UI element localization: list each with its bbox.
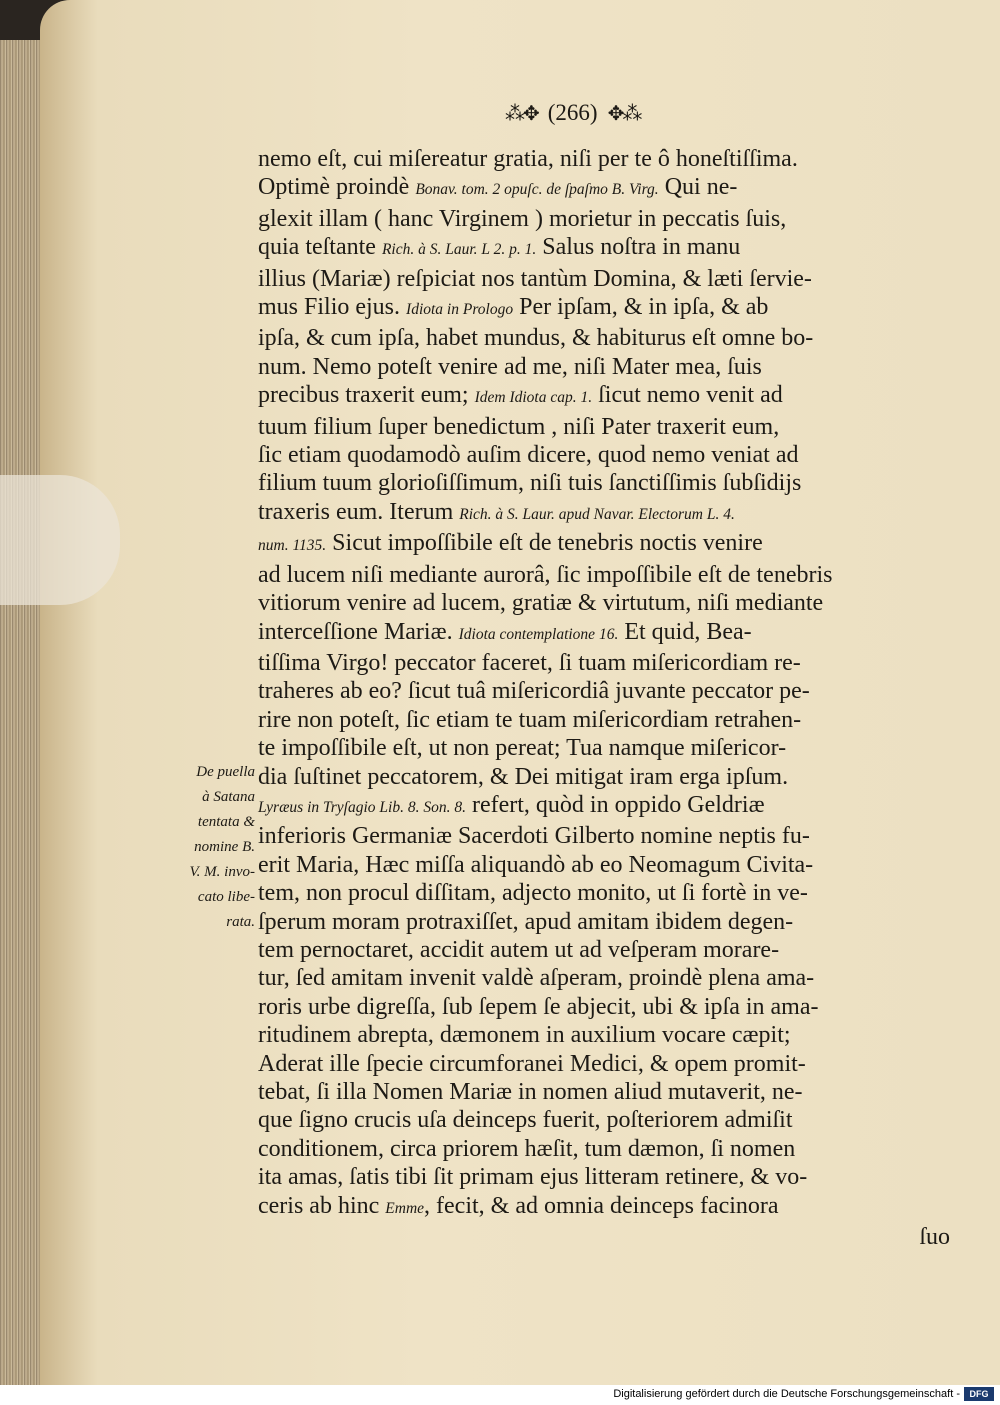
text-segment: ceris ab hinc	[258, 1192, 386, 1219]
text-segment: filium tuum glorioſiſſimum, niſi tuis ſanctiſſimis ſubſidijs	[258, 470, 802, 497]
text-segment: tur, ſed amitam invenit valdè aſperam, proindè plena ama-	[258, 965, 815, 992]
text-segment: Salus noſtra in manu	[536, 234, 741, 261]
text-line	[258, 441, 950, 469]
margin-note-line: à Satana	[202, 789, 255, 805]
text-line	[258, 964, 950, 992]
text-segment: , fecit, & ad omnia deinceps facinora	[424, 1192, 779, 1219]
text-segment: erit Maria, Hæc miſſa aliquandò ab eo Neomagum Civita-	[258, 851, 814, 878]
text-line	[258, 1223, 950, 1251]
text-line	[258, 324, 950, 352]
text-segment: ſperum moram protraxiſſet, apud amitam ibidem degen-	[258, 908, 794, 935]
page-clip	[0, 475, 120, 605]
text-line	[258, 706, 950, 734]
text-line	[258, 1163, 950, 1191]
text-segment: ita amas, ſatis tibi ſit primam ejus litteram retinere, & vo-	[258, 1164, 808, 1191]
citation: Rich. à S. Laur. L 2. p. 1.	[381, 241, 537, 259]
margin-note-line: V. M. invo-	[189, 864, 255, 880]
text-line	[258, 469, 950, 497]
text-segment: te impoſſibile eſt, ut non pereat; Tua namque miſericor-	[258, 735, 787, 762]
text-segment: nemo eſt, cui miſereatur gratia, niſi per te ô honeſtiſſima.	[258, 146, 798, 172]
text-line	[258, 1021, 950, 1049]
text-segment: refert, quòd in oppido Geldriæ	[465, 791, 765, 818]
text-line	[258, 205, 950, 233]
text-segment: Optimè proindè	[258, 174, 416, 201]
text-segment: traheres ab eo? ſicut tuâ miſericordiâ juvante peccator pe-	[258, 678, 810, 705]
text-line	[258, 618, 950, 649]
ornament-right-icon: ✥⁂	[607, 102, 641, 125]
text-segment: inferioris Germaniæ Sacerdoti Gilberto nomine neptis fu-	[258, 823, 810, 850]
text-line	[258, 1078, 950, 1106]
text-line	[258, 529, 950, 560]
dfg-logo: DFG	[964, 1387, 994, 1401]
text-line	[258, 145, 950, 173]
margin-note	[145, 760, 255, 935]
text-segment: Et quid, Bea-	[618, 618, 752, 645]
citation: Idiota in Prologo	[406, 301, 514, 319]
text-line	[258, 589, 950, 617]
footer	[0, 1385, 1000, 1405]
margin-note-line: De puella	[196, 764, 255, 780]
margin-note-line: cato libe-	[197, 889, 255, 905]
text-line	[258, 1135, 950, 1163]
citation: Rich. à S. Laur. apud Navar. Electorum L. 4.	[459, 505, 735, 523]
margin-note-line: tentata &	[197, 814, 255, 830]
text-segment: Aderat ille ſpecie circumforanei Medici, & opem promit-	[258, 1050, 806, 1077]
text-segment: tuum filium ſuper benedictum , niſi Pater traxerit eum,	[258, 413, 780, 440]
text-line	[258, 561, 950, 589]
text-segment: ſicut nemo venit ad	[592, 382, 783, 409]
text-segment: interceſſione Mariæ.	[258, 618, 459, 645]
citation: Lyræus in Tryſagio Lib. 8. Son. 8.	[258, 798, 466, 816]
text-segment: que ſigno crucis uſa deinceps fuerit, poſteriorem admiſit	[258, 1107, 793, 1134]
text-segment: num. Nemo poteſt venire ad me, niſi Mater mea, ſuis	[258, 353, 762, 380]
text-line	[258, 734, 950, 762]
text-line	[258, 822, 950, 850]
page-header	[505, 100, 640, 126]
text-line	[258, 993, 950, 1021]
text-line	[258, 1192, 950, 1223]
text-segment: illius (Mariæ) reſpiciat nos tantùm Domina, & læti ſervie-	[258, 265, 812, 292]
text-line	[258, 1050, 950, 1078]
text-segment: rire non poteſt, ſic etiam te tuam miſericordiam retrahen-	[258, 706, 802, 733]
text-segment: dia ſuſtinet peccatorem, & Dei mitigat iram erga ipſum.	[258, 763, 789, 790]
text-segment: vitiorum venire ad lucem, gratiæ & virtutum, niſi mediante	[258, 590, 824, 617]
citation: Emme	[385, 1199, 425, 1217]
text-segment: traxeris eum. Iterum	[258, 498, 460, 525]
text-line	[258, 908, 950, 936]
text-line	[258, 233, 950, 264]
text-line	[258, 353, 950, 381]
body-text	[258, 145, 950, 1251]
text-segment: roris urbe digreſſa, ſub ſepem ſe abjecit, ubi & ipſa in ama-	[258, 993, 819, 1020]
text-segment: precibus traxerit eum;	[258, 382, 475, 409]
margin-note-line: nomine B.	[194, 839, 255, 855]
text-line	[258, 763, 950, 791]
text-segment: ſic etiam quodamodò auſim dicere, quod nemo veniat ad	[258, 442, 799, 469]
citation: Idiota contemplatione 16.	[458, 625, 619, 643]
text-line	[258, 1106, 950, 1134]
text-line	[258, 381, 950, 412]
text-segment: quia teſtante	[258, 234, 382, 261]
text-segment: Qui ne-	[658, 174, 738, 201]
text-segment: ad lucem niſi mediante aurorâ, ſic impoſſibile eſt de tenebris	[258, 561, 833, 588]
text-segment: ipſa, & cum ipſa, habet mundus, & habiturus eſt omne bo-	[258, 325, 814, 352]
margin-note-line: rata.	[226, 914, 255, 930]
text-line	[258, 851, 950, 879]
text-segment: tem, non procul diſſitam, adjecto monito, ut ſi fortè in ve-	[258, 880, 808, 907]
text-line	[258, 293, 950, 324]
text-segment: tem pernoctaret, accidit autem ut ad veſperam morare-	[258, 936, 780, 963]
text-segment: Per ipſam, & in ipſa, & ab	[513, 294, 769, 321]
footer-text: Digitalisierung gefördert durch die Deutsche Forschungsgemeinschaft -	[613, 1388, 960, 1400]
text-line	[258, 498, 950, 529]
text-segment: Sicut impoſſibile eſt de tenebris noctis venire	[326, 530, 763, 557]
text-segment: ſuo	[919, 1224, 950, 1251]
text-line	[258, 936, 950, 964]
text-segment: mus Filio ejus.	[258, 294, 407, 321]
citation: Idem Idiota cap. 1.	[474, 389, 593, 407]
text-line	[258, 791, 950, 822]
ornament-left-icon: ⁂✥	[505, 102, 538, 125]
text-segment: glexit illam ( hanc Virginem ) morietur in peccatis ſuis,	[258, 205, 787, 232]
citation: Bonav. tom. 2 opuſc. de ſpaſmo B. Virg.	[415, 181, 659, 199]
text-line	[258, 649, 950, 677]
text-line	[258, 879, 950, 907]
text-line	[258, 173, 950, 204]
text-line	[258, 413, 950, 441]
page-number: (266)	[547, 100, 598, 125]
text-segment: tebat, ſi illa Nomen Mariæ in nomen aliud mutaverit, ne-	[258, 1079, 803, 1105]
text-line	[258, 265, 950, 293]
text-segment: tiſſima Virgo! peccator faceret, ſi tuam miſericordiam re-	[258, 649, 801, 676]
text-line	[258, 677, 950, 705]
citation: num. 1135.	[258, 537, 327, 555]
text-segment: conditionem, circa priorem hæſit, tum dæmon, ſi nomen	[258, 1135, 796, 1162]
text-segment: ritudinem abrepta, dæmonem in auxilium vocare cæpit;	[258, 1022, 791, 1049]
